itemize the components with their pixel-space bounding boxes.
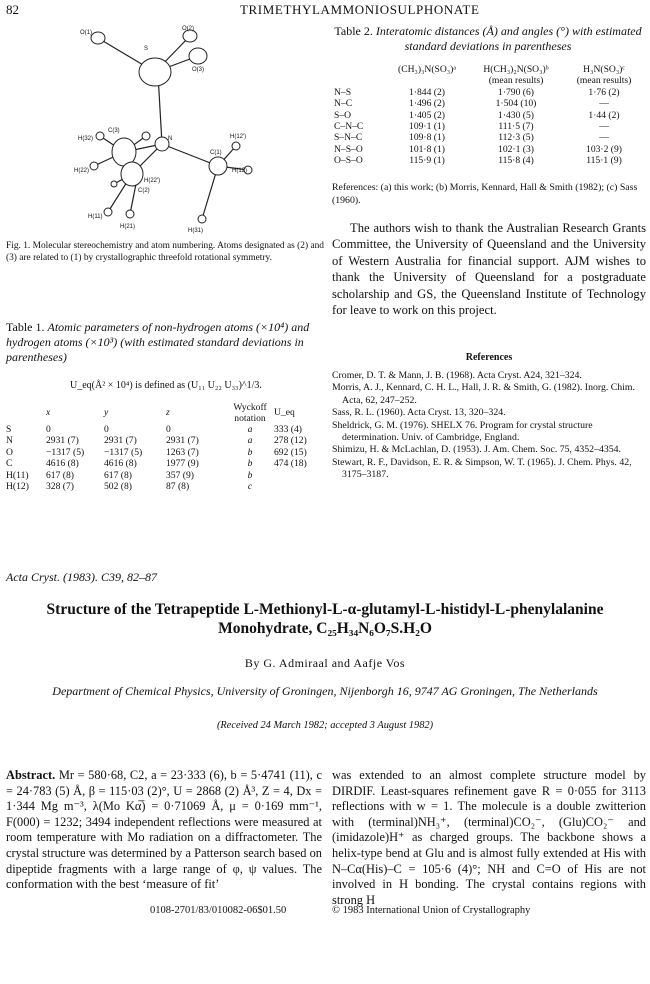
atom-label: H(12') <box>230 134 247 140</box>
reference-item: Morris, A. J., Kennard, C. H. L., Hall, J. R. & Smith, G. (1982). Inorg. Chim. Acta, 62, 247–252. <box>332 382 635 406</box>
table-row: C–N–C 109·1 (1) 111·5 (7) — <box>334 121 609 133</box>
atom-label: H(31) <box>188 228 204 234</box>
table2-references: References: (a) this work; (b) Morris, Kennard, Hall & Smith (1982); (c) Sass (1960). <box>332 182 638 206</box>
atom-label: S <box>144 46 149 52</box>
table2 <box>334 64 644 167</box>
acknowledgement: The authors wish to thank the Australian Research Grants Committee, the University of Queensland and the University of Western Australia for financial support. AJM wishes to thank the University of Queensland for a postgraduate scholarship and GS, the Queensland Institute of Technology for leave to work on this project. <box>332 221 646 318</box>
table-row: N–C 1·496 (2) 1·504 (10) — <box>334 98 609 110</box>
atom-label: O(3) <box>192 67 204 73</box>
atom-label: C(3) <box>108 128 120 134</box>
page-number: 82 <box>6 2 19 17</box>
atom-label: H(22') <box>144 178 161 184</box>
table-row: S 0 0 0 a 333 (4) <box>6 424 302 435</box>
table-subheader-row: (mean results) (mean results) <box>488 75 632 87</box>
abstract-right-column: was extended to an almost complete structure model by DIRDIF. Least-squares refinement gave R = 0·055 for 3113 reflections with w = 1. The molecule is a double zwitterion with (terminal)NH₃⁺, (terminal)CO₂⁻, (Glu)CO₂⁻ and (imidazole)H⁺ as charged groups. The backbone shows a helix-type bend at Glu and is almost fully extended at His with N–Cα(His)–C = 105·6 (4)°; NH and C=O of His are not involved in H bonding. The crystal contains regions with strong H <box>332 768 646 907</box>
affiliation: Department of Chemical Physics, University of Groningen, Nijenborgh 16, 9747 AG Groningen, The Netherlands <box>52 684 598 698</box>
running-title: TRIMETHYLAMMONIOSULPHONATE <box>240 2 480 17</box>
table-row: H(12) 328 (7) 502 (8) 87 (8) c <box>6 481 253 493</box>
journal-reference: Acta Cryst. (1983). C39, 82–87 <box>6 570 157 584</box>
abstract-label: Abstract. <box>6 768 56 782</box>
article-title: Structure of the Tetrapeptide L-Methionyl-L-α-glutamyl-L-histidyl-L-phenylalanine Monohydrate, C₂₅H₃₄N₆O₇S.H₂O <box>46 601 604 637</box>
table-row: N 2931 (7) 2931 (7) 2931 (7) a 278 (12) <box>6 435 307 447</box>
abstract-left-column: Abstract. Mr = 580·68, C2, a = 23·333 (6), b = 5·4741 (11), c = 24·783 (5) Å, β = 115·03 (2)°, U = 2868 (2) Å³, Z = 4, Dx = 1·344 Mg m⁻³, λ(Mo Kα̅) = 0·71069 Å, μ = 0·169 mm⁻¹, F(000) = 1232; 3494 independent reflections were measured at room temperature with Mo radiation on a diffractometer. The crystal structure was determined by a Patterson search based on dipeptide fragments with a large range of φ, ψ values. The conformation with the best ‘measure of fit’ <box>6 768 322 892</box>
atom-label: H(32) <box>78 136 94 142</box>
atom-label: C(2) <box>138 188 150 194</box>
atom-label: O(2) <box>182 26 194 32</box>
table-header-row: (CH₃)₃N(SO₃)ᵃ H(CH₃)₂N(SO₃)ᵇ H₃N(SO₃)ᶜ <box>398 64 625 75</box>
atom-label: C(1) <box>210 150 222 156</box>
atom-label: H(22) <box>74 168 90 174</box>
molecule-figure <box>50 24 290 239</box>
atom-label: H(11) <box>88 214 103 220</box>
reference-item: Shimizu, H. & McLachlan, D. (1953). J. Am. Chem. Soc. 75, 4352–4354. <box>332 444 621 456</box>
table1-ueq-note: U_eq(Å² × 10⁴) is defined as (U₁₁ U₂₂ U₃₃)^1/3. <box>70 380 262 391</box>
atom-label: N <box>168 136 173 142</box>
reference-item: Stewart, R. F., Davidson, E. R. & Simpson, W. T. (1965). J. Chem. Phys. 42, 3175–3187. <box>332 456 632 481</box>
article-code: 0108-2701/83/010082-06$01.50 <box>150 905 287 916</box>
figure-caption: Fig. 1. Molecular stereochemistry and atom numbering. Atoms designated as (2) and (3) are related to (1) by crystallographic threefold rotational symmetry. <box>6 241 324 263</box>
table-row: N–S 1·844 (2) 1·790 (6) 1·76 (2) <box>334 86 620 98</box>
table-row: H(11) 617 (8) 617 (8) 357 (9) b <box>6 469 253 481</box>
table-row: O–S–O 115·9 (1) 115·8 (4) 115·1 (9) <box>334 155 622 167</box>
atom-label: H(21) <box>120 224 136 230</box>
table-row: N–S–O 101·8 (1) 102·1 (3) 103·2 (9) <box>334 143 622 155</box>
reference-item: Sheldrick, G. M. (1976). SHELX 76. Program for crystal structure determination. Univ. of Cambridge, England. <box>332 419 593 444</box>
references-list <box>332 370 646 482</box>
authors: By G. Admiraal and Aafje Vos <box>244 656 406 670</box>
atom-label: H(12) <box>232 168 248 174</box>
table-row: S–O 1·405 (2) 1·430 (5) 1·44 (2) <box>334 109 620 121</box>
references-title: References <box>465 352 513 363</box>
table-row: C 4616 (8) 4616 (8) 1977 (9) b 474 (18) <box>6 458 307 470</box>
table-row: O −1317 (5) −1317 (5) 1263 (7) b 692 (15) <box>6 446 307 458</box>
reference-item: Sass, R. L. (1960). Acta Cryst. 13, 320–324. <box>332 407 506 419</box>
reference-item: Cromer, D. T. & Mann, J. B. (1968). Acta Cryst. A24, 321–324. <box>332 370 582 381</box>
table-row: S–N–C 109·8 (1) 112·3 (5) — <box>334 132 609 144</box>
copyright: © 1983 International Union of Crystallography <box>332 905 531 916</box>
table-header-row: x y z Wyckoff notation U_eq <box>46 402 295 424</box>
table1-caption: Table 1. Atomic parameters of non-hydrogen atoms (×10⁴) and hydrogen atoms (×10³) (with estimated standard deviations in parentheses) <box>6 320 310 364</box>
received-dates: (Received 24 March 1982; accepted 3 August 1982) <box>216 720 434 731</box>
table2-caption: Table 2. Interatomic distances (Å) and angles (°) with estimated standard deviations in parentheses <box>334 24 642 53</box>
table1 <box>6 402 324 492</box>
atom-label: O(1) <box>80 30 92 36</box>
